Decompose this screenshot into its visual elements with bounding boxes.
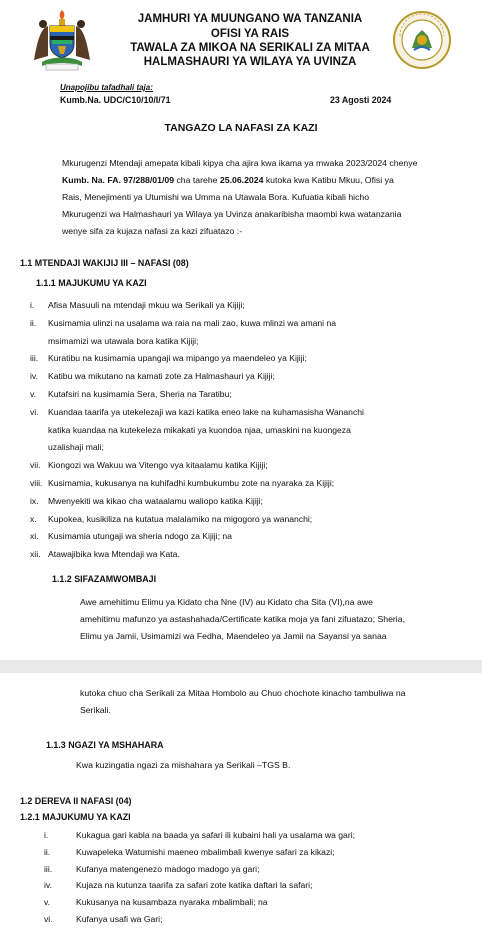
list-item-text: Mwenyekiti wa kikao cha wataalamu waliopo katika Kijiji; [48, 495, 263, 506]
list-item-text: katika kuandaa na kutekeleza mikakati ya kuondoa njaa, umaskini na kuongeza [48, 424, 351, 435]
list-item-number: ii. [30, 317, 37, 328]
list-item-text: Kusimamia ulinzi na usalama wa raia na mali zao, kuwa mlinzi wa amani na [48, 317, 337, 328]
list-item-number: iii. [30, 353, 39, 364]
section-2-heading: 1.2 DEREVA II NAFASI (04) [20, 796, 132, 806]
header-line-2: OFISI YA RAIS [210, 28, 290, 40]
list-item-text: Kufanya usafi wa Gari; [76, 913, 163, 924]
list-item [36, 911, 456, 928]
page-title: TANGAZO LA NAFASI ZA KAZI [164, 122, 318, 134]
qualifications-line: Serikali. [80, 705, 111, 715]
list-item [30, 404, 460, 422]
intro-line-2 [62, 172, 450, 189]
list-item-text: Kusimamia utungaji wa sheria ndogo za Kijiji; na [48, 531, 232, 542]
header-line-3: TAWALA ZA MIKOA NA SERIKALI ZA MITAA [130, 42, 370, 54]
list-item [30, 475, 460, 493]
district-council-seal-logo [392, 10, 452, 70]
list-item [36, 827, 456, 844]
coat-of-arms-logo [28, 6, 96, 72]
intro-paragraph [62, 155, 450, 240]
section-1-salary-heading: 1.1.3 NGAZI YA MSHAHARA [46, 740, 164, 750]
intro-line-5: wenye sifa za kujaza nafasi za kazi zifuatazo :- [62, 226, 243, 236]
list-item-text: Kupokea, kusikiliza na kutatua malalamiko na migogoro ya wananchi; [48, 513, 313, 524]
section-1-duties-heading: 1.1.1 MAJUKUMU YA KAZI [36, 278, 147, 288]
list-item-text: Kutafsiri na kusimamia Sera, Sheria na Taratibu; [48, 388, 232, 399]
qualifications-line: kutoka chuo cha Serikali za Mitaa Hombolo au Chuo chochote kinacho tambuliwa na [80, 688, 406, 698]
salary-text: Kwa kuzingatia ngazi za mishahara ya Serikali –TGS B. [76, 760, 291, 770]
list-item [30, 297, 460, 315]
list-item-text: Kuwapeleka Watumishi maeneo mbalimbali kwenye safari za kikazi; [76, 846, 335, 857]
list-item [36, 844, 456, 861]
reference-number: Kumb.Na. UDC/C10/10/I/71 [60, 95, 171, 105]
header-line-4: HALMASHAURI YA WILAYA YA UVINZA [143, 56, 357, 68]
list-item-number: iv. [30, 371, 38, 382]
list-item-number: xii. [30, 549, 41, 560]
header-line-1: JAMHURI YA MUUNGANO WA TANZANIA [137, 13, 363, 25]
qualifications-line: Elimu ya Jamii, Usimamizi wa Fedha, Maendeleo ya Jamii na Sayansi ya sanaa [80, 631, 387, 641]
section-2-duties-heading: 1.2.1 MAJUKUMU YA KAZI [20, 812, 131, 822]
list-item-number: v. [44, 897, 51, 908]
list-item [30, 386, 460, 404]
list-item-number: vi. [44, 913, 53, 924]
intro-line-4: Mkurugenzi wa Halmashauri ya Wilaya ya Uvinza anakaribisha maombi kwa watanzania [62, 209, 402, 219]
section-1-duties-list [30, 297, 460, 564]
section-2-duties-list [36, 827, 456, 928]
list-item-number: x. [30, 513, 37, 524]
list-item-text: Kiongozi wa Wakuu wa Vitengo vya kitaalamu katika Kijiji; [48, 460, 268, 471]
list-item-text: Katibu wa mikutano na kamati zote za Halmashauri ya Kijiji; [48, 371, 275, 382]
list-item-number: iii. [44, 863, 53, 874]
list-item-number: v. [30, 388, 37, 399]
list-item-text: Kusimamia, kukusanya na kuhifadhi kumbukumbu zote na nyaraka za Kijiji; [48, 477, 335, 488]
list-item [30, 528, 460, 546]
list-item-number: iv. [44, 880, 52, 891]
list-item [30, 439, 460, 457]
list-item-text: Kukagua gari kabla na baada ya safari ili kubaini hali ya usalama wa gari; [76, 830, 355, 840]
reply-instruction: Unapojibu tafadhali taja: [60, 83, 153, 92]
list-item-text: Kuratibu na kusimamia upangaji wa mipango ya maendeleo ya Kijiji; [48, 353, 307, 364]
list-item-text: Atawajibika kwa Mtendaji wa Kata. [48, 549, 180, 560]
list-item-text: Kuandaa taarifa ya utekelezaji wa kazi katika eneo lake na kuhamasisha Wananchi [48, 406, 364, 417]
list-item-text: Kukusanya na kusambaza nyaraka mbalimbali; na [76, 897, 268, 908]
list-item-number: ix. [30, 495, 39, 506]
list-item [36, 877, 456, 894]
list-item-number: viii. [30, 477, 43, 488]
list-item-text: uzalishaji mali; [48, 442, 104, 453]
list-item [36, 894, 456, 911]
qualifications-paragraph [80, 594, 450, 645]
permit-date: 25.06.2024 [219, 175, 264, 185]
intro-text: kutoka kwa Katibu Mkuu, Ofisi ya [263, 175, 394, 185]
letter-date: 23 Agosti 2024 [330, 95, 392, 105]
list-item-number: xi. [30, 531, 39, 542]
list-item [30, 422, 460, 440]
intro-line-1: Mkurugenzi Mtendaji amepata kibali kipya cha ajira kwa ikama ya mwaka 2023/2024 chenye [62, 158, 418, 168]
list-item-number: vii. [30, 460, 41, 471]
list-item-number: ii. [44, 846, 51, 857]
list-item-text: Afisa Masuuli na mtendaji mkuu wa Serikali ya Kijiji; [48, 300, 245, 310]
list-item-text: Kufanya matengenezo madogo madogo ya gari; [76, 863, 260, 874]
list-item [30, 333, 460, 351]
page-break-gap [0, 660, 482, 673]
intro-text: cha tarehe [174, 175, 220, 185]
intro-line-3: Rais, Menejimenti ya Utumishi wa Umma na Utawala Bora. Kufuatia kibali hicho [62, 192, 370, 202]
list-item [36, 861, 456, 878]
section-1-qualifications-heading: 1.1.2 SIFAZAMWOMBAJI [52, 574, 157, 584]
qualifications-line: Awe amehitimu Elimu ya Kidato cha Nne (IV) au Kidato cha Sita (VI),na awe [80, 597, 373, 607]
list-item [30, 315, 460, 333]
list-item [30, 457, 460, 475]
list-item [30, 350, 460, 368]
list-item-number: vi. [30, 406, 39, 417]
qualifications-continued [80, 685, 450, 719]
list-item [30, 493, 460, 511]
qualifications-line: amehitimu mafunzo ya astashahada/Certificate katika moja ya fani zifuatazo; Sheria, [80, 614, 405, 624]
list-item-number: i. [30, 300, 35, 310]
list-item-number: i. [44, 830, 49, 840]
list-item-text: msimamizi wa utawala bora katika Kijiji; [48, 335, 199, 346]
permit-reference: Kumb. Na. FA. 97/288/01/09 [62, 175, 175, 185]
section-1-heading: 1.1 MTENDAJI WAKIJIJ III – NAFASI (08) [20, 258, 189, 268]
list-item [30, 368, 460, 386]
list-item [30, 546, 460, 564]
list-item-text: Kujaza na kutunza taarifa za safari zote katika daftari la safari; [76, 880, 313, 891]
list-item [30, 511, 460, 529]
